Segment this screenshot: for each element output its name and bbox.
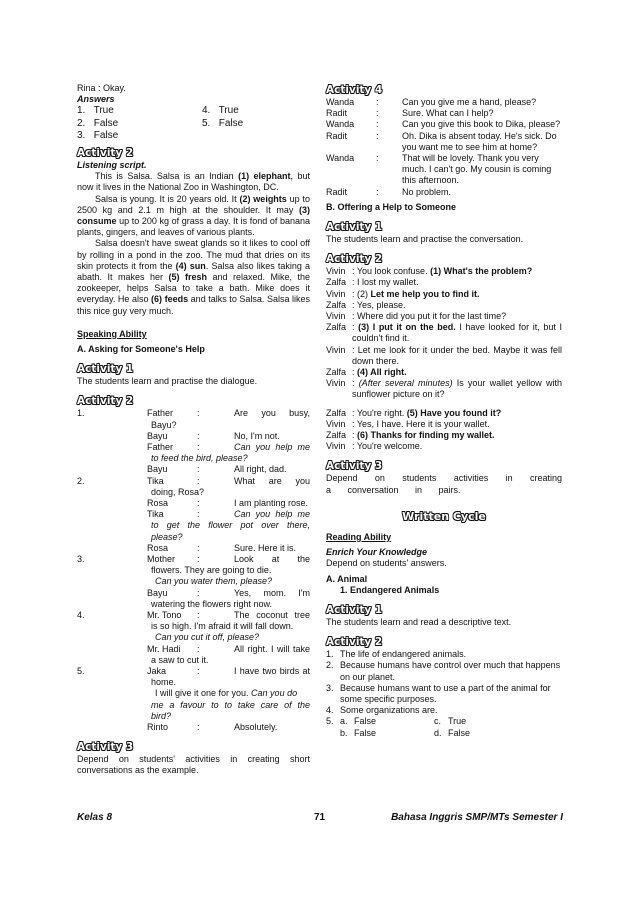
rina-line: Rina : Okay. [77,83,126,93]
activity3-text: Depend on students activities in creating a conversation in pairs. [326,473,562,495]
activity-heading: Activity 2 [77,395,134,408]
dialogue-2: 2. Tika : What are you doing, Rosa? Rosa : I am planting rose. Tika : Can you help me to get the flower pot over there, please? Rosa : Sure. Here it is. [77,475,310,553]
footer-book-title: Bahasa Inggris SMP/MTs Semester I [391,812,563,823]
reading-activity2-list: 1. The life of endangered animals. 2. Because humans have control over much that happens on our planet. 3. Because humans want to use a part of the animal for some specific purposes. 4. Some organizations are. 5. a. False c. True b. False d. False [326,649,561,738]
answer-item: 1. True [77,105,114,117]
section-b-title: B. Offering a Help to Someone [326,201,457,212]
dialogue-4: 4. Mr. Tono : The coconut tree is so high. I'm afraid it will fall down. Can you cut it off, please? Mr. Hadi : All right. I will take a saw to cut it. [77,610,310,665]
footer-class: Kelas 8 [77,812,113,823]
activity-heading: Activity 4 [326,84,383,96]
dialogue-1: 1. Father : Are you busy, Bayu? Bayu : No, I'm not. Father : Can you help me to feed the bird, please? Bayu : All right, dad. [77,408,310,475]
page-number: 71 [314,812,326,823]
answers-label: Answers [77,94,115,105]
answer-item: 5. False [202,117,244,129]
answer-item: 4. True [202,105,239,117]
dialogue-number: 2. [77,475,85,486]
listening-label: Listening script. [77,159,147,170]
paragraph-3: Salsa doesn't have sweat glands so it likes to cool off by rolling in a pond in the zoo. The mud that dries on its skin protects it from the (4) sun. Salsa also likes taking a abath. It makes her (5) fresh and relaxed. Mike, the zookeeper, helps Salsa to take a bath. Mike does it everyday. He also (6) feeds and talks to Salsa. Salsa likes this nice guy very much. [77,238,311,316]
section-a1-title: 1. Endangered Animals [340,584,440,595]
page-footer [77,812,563,826]
dialogue-number: 1. [77,408,85,419]
activity-heading: Activity 2 [326,636,383,649]
activity-heading: Activity 2 [77,146,134,159]
answers-list [77,105,310,143]
written-cycle-title: Written Cycle [402,509,486,523]
section-a-title: A. Asking for Someone's Help [77,343,205,354]
dialogue-number: 4. [77,610,85,621]
reading-activity1-text: The students learn and read a descriptive text. [326,616,512,627]
dialogue-5: 5. Jaka : I have two birds at home. I will give it one for you. Can you do me a favour to to take care of the bird? Rinto : Absolutely. [77,666,310,733]
left-column [77,83,310,777]
dialogue-number: 5. [77,666,85,677]
right-column [326,83,562,739]
section-a-title: A. Animal [326,573,368,584]
enrich-title: Enrich Your Knowledge [326,547,428,558]
activity-heading: Activity 2 [326,253,383,266]
answer-item: 2. False [77,117,119,129]
activity4-dialogue: Wanda : Can you give me a hand, please? Radit : Sure. What can I help? Wanda : Can you give this book to Dika, please? Radit : Oh. Dika is absent today. He's sick. Do you want me to see him at home? Wanda : That will be lovely. Thank you very much. I can't go. My cousin is coming this afternoon. Radit : No problem. [326,97,561,197]
paragraph-1: This is Salsa. Salsa is an Indian (1) elephant, but now it lives in the National Zoo in Washington, DC. [77,171,310,193]
dialogue-number: 3. [77,554,85,564]
activity-heading: Activity 1 [326,603,383,616]
activity-heading: Activity 1 [326,221,383,234]
activity-heading: Activity 3 [77,741,134,754]
activity2-dialogue: Vivin : You look confuse. (1) What's the problem? Zalfa : I lost my wallet. Vivin : (2) Let me help you to find it. Zalfa : Yes, please. Vivin : Where did you put it for the last time? Zalfa : (3) I put it on the bed. I have looked for it, but I couldn't find it. Vivin : Let me look for it under the bed. Maybe it was fell down there. Zalfa : (4) All right. Vivin : (After several minutes) Is your wallet yellow with sunflower picture on it? Zalfa : You're right. (5) Have you found it? Vivin : Yes, I have. Here it is your wallet. Zalfa : (6) Thanks for finding my wallet. Vivin : You're welcome. [326,266,562,452]
activity1-text: The students learn and practise the dialogue. [77,376,258,387]
activity1-text: The students learn and practise the conversation. [326,234,524,245]
reading-title: Reading Ability [326,531,392,542]
enrich-text: Depend on students' answers. [326,558,447,569]
paragraph-2: Salsa is young. It is 20 years old. It (2) weights up to 2500 kg and 2.1 m high at the shoulder. It may (3) consume up to 200 kg of grass a day. It is fond of banana plants, gingers, and leaves of various plants. [77,193,310,238]
dialogue-3: 3. Mother : Look at the flowers. They are going to die. Can you water them, please? Bayu : Yes, mom. I'm watering the flowers right now. [77,554,310,609]
answer-item: 3. False [77,130,119,142]
speaking-title: Speaking Ability [77,328,147,339]
activity-heading: Activity 3 [326,460,383,473]
activity3-text: Depend on students' activities in creating short conversations as the example. [77,754,310,776]
activity-heading: Activity 1 [77,363,134,376]
